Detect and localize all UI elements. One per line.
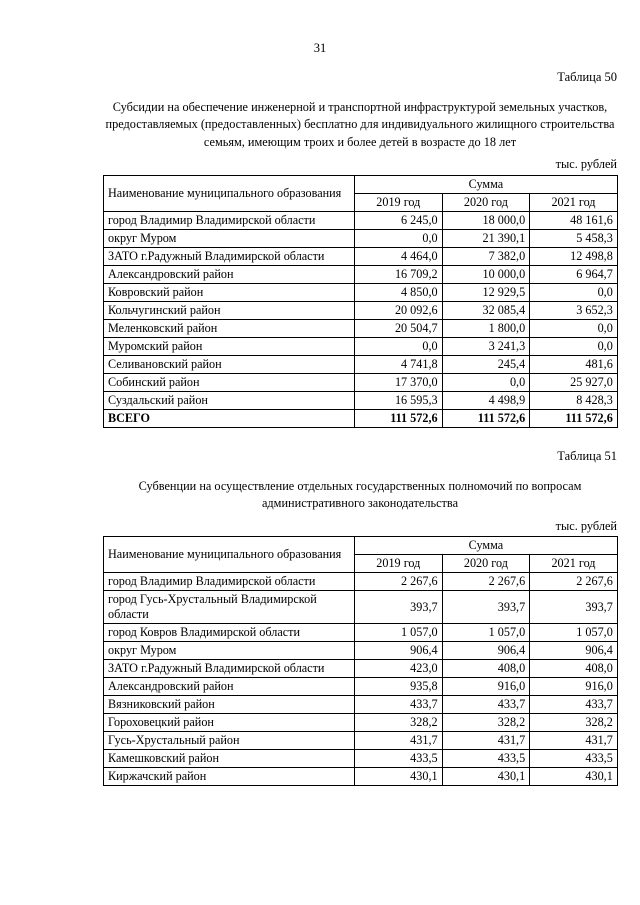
cell-value-2020: 21 390,1 bbox=[442, 229, 530, 247]
cell-value-2021: 3 652,3 bbox=[530, 301, 618, 319]
cell-value-2019: 423,0 bbox=[355, 659, 443, 677]
cell-value-2021: 393,7 bbox=[530, 591, 618, 623]
cell-municipality: Камешковский район bbox=[104, 749, 355, 767]
cell-value-2019: 430,1 bbox=[355, 767, 443, 785]
cell-value-2019: 433,7 bbox=[355, 695, 443, 713]
table-label-50: Таблица 50 bbox=[557, 70, 617, 84]
cell-value-2019: 0,0 bbox=[355, 337, 443, 355]
cell-value-2020: 906,4 bbox=[442, 641, 530, 659]
table-row bbox=[104, 337, 618, 355]
cell-value-2021: 2 267,6 bbox=[530, 573, 618, 591]
page-number: 31 bbox=[313, 41, 327, 55]
table-label-51: Таблица 51 bbox=[557, 448, 617, 463]
cell-value-2021: 906,4 bbox=[530, 641, 618, 659]
table-row bbox=[104, 355, 618, 373]
cell-municipality: ЗАТО г.Радужный Владимирской области bbox=[104, 247, 355, 265]
cell-value-2020: 0,0 bbox=[442, 373, 530, 391]
page-content bbox=[103, 70, 617, 786]
cell-value-2019: 4 850,0 bbox=[355, 283, 443, 301]
cell-municipality: округ Муром bbox=[104, 229, 355, 247]
cell-value-2021: 6 964,7 bbox=[530, 265, 618, 283]
cell-value-2021: 0,0 bbox=[530, 319, 618, 337]
table-row bbox=[104, 695, 618, 713]
cell-municipality: Муромский район bbox=[104, 337, 355, 355]
cell-value-2020: 408,0 bbox=[442, 659, 530, 677]
table-row bbox=[104, 301, 618, 319]
header-year-2020: 2020 год bbox=[442, 555, 530, 573]
table-row bbox=[104, 659, 618, 677]
table-row bbox=[104, 749, 618, 767]
cell-value-2021: 328,2 bbox=[530, 713, 618, 731]
cell-value-2019: 328,2 bbox=[355, 713, 443, 731]
cell-value-2021: 12 498,8 bbox=[530, 247, 618, 265]
header-sum-group: Сумма bbox=[355, 175, 618, 193]
cell-total-2019: 111 572,6 bbox=[355, 409, 443, 427]
cell-municipality: Кольчугинский район bbox=[104, 301, 355, 319]
cell-value-2021: 5 458,3 bbox=[530, 229, 618, 247]
cell-value-2021: 1 057,0 bbox=[530, 623, 618, 641]
cell-total-label: ВСЕГО bbox=[104, 409, 355, 427]
cell-value-2019: 1 057,0 bbox=[355, 623, 443, 641]
cell-value-2020: 430,1 bbox=[442, 767, 530, 785]
cell-value-2019: 433,5 bbox=[355, 749, 443, 767]
table-row bbox=[104, 623, 618, 641]
cell-municipality: Собинский район bbox=[104, 373, 355, 391]
cell-value-2020: 18 000,0 bbox=[442, 211, 530, 229]
table-row bbox=[104, 713, 618, 731]
header-year-2020: 2020 год bbox=[442, 193, 530, 211]
cell-value-2019: 431,7 bbox=[355, 731, 443, 749]
cell-municipality: Суздальский район bbox=[104, 391, 355, 409]
cell-municipality: город Гусь-Хрустальный Владимирской области bbox=[104, 591, 355, 623]
cell-value-2021: 408,0 bbox=[530, 659, 618, 677]
cell-value-2020: 328,2 bbox=[442, 713, 530, 731]
table-row bbox=[104, 229, 618, 247]
cell-municipality: Киржачский район bbox=[104, 767, 355, 785]
table-row bbox=[104, 373, 618, 391]
header-year-2021: 2021 год bbox=[530, 555, 618, 573]
cell-municipality: Вязниковский район bbox=[104, 695, 355, 713]
cell-value-2021: 25 927,0 bbox=[530, 373, 618, 391]
cell-municipality: Меленковский район bbox=[104, 319, 355, 337]
table-subventions-administrative bbox=[103, 536, 618, 785]
cell-municipality: ЗАТО г.Радужный Владимирской области bbox=[104, 659, 355, 677]
cell-value-2019: 4 741,8 bbox=[355, 355, 443, 373]
header-year-2021: 2021 год bbox=[530, 193, 618, 211]
table-row bbox=[104, 641, 618, 659]
cell-value-2021: 431,7 bbox=[530, 731, 618, 749]
cell-value-2021: 0,0 bbox=[530, 283, 618, 301]
header-year-2019: 2019 год bbox=[355, 193, 443, 211]
cell-value-2020: 433,7 bbox=[442, 695, 530, 713]
cell-value-2020: 393,7 bbox=[442, 591, 530, 623]
cell-value-2021: 433,7 bbox=[530, 695, 618, 713]
cell-total-2020: 111 572,6 bbox=[442, 409, 530, 427]
cell-value-2020: 2 267,6 bbox=[442, 573, 530, 591]
table-subsidies-infrastructure bbox=[103, 175, 618, 428]
header-year-2019: 2019 год bbox=[355, 555, 443, 573]
table-row bbox=[104, 283, 618, 301]
cell-value-2020: 916,0 bbox=[442, 677, 530, 695]
cell-value-2020: 1 057,0 bbox=[442, 623, 530, 641]
cell-value-2019: 0,0 bbox=[355, 229, 443, 247]
cell-value-2019: 2 267,6 bbox=[355, 573, 443, 591]
table-body bbox=[104, 211, 618, 427]
cell-value-2019: 16 595,3 bbox=[355, 391, 443, 409]
cell-value-2020: 4 498,9 bbox=[442, 391, 530, 409]
cell-value-2021: 48 161,6 bbox=[530, 211, 618, 229]
table-row bbox=[104, 319, 618, 337]
table-units-51: тыс. рублей bbox=[555, 518, 617, 533]
cell-value-2019: 20 092,6 bbox=[355, 301, 443, 319]
cell-municipality: Ковровский район bbox=[104, 283, 355, 301]
table-header-row-group bbox=[104, 175, 618, 193]
table-row bbox=[104, 391, 618, 409]
table-row bbox=[104, 591, 618, 623]
cell-municipality: Александровский район bbox=[104, 677, 355, 695]
cell-value-2019: 393,7 bbox=[355, 591, 443, 623]
cell-value-2021: 433,5 bbox=[530, 749, 618, 767]
cell-value-2019: 935,8 bbox=[355, 677, 443, 695]
header-sum-group: Сумма bbox=[355, 537, 618, 555]
cell-value-2020: 10 000,0 bbox=[442, 265, 530, 283]
cell-value-2021: 916,0 bbox=[530, 677, 618, 695]
cell-value-2019: 20 504,7 bbox=[355, 319, 443, 337]
table-title-50: Субсидии на обеспечение инженерной и транспортной инфраструктурой земельных участков, предоставляемых (предоставленных) бесплатно для индивидуального жилищного строительства семьям, имеющим троих и более детей в возрасте до 18 лет bbox=[105, 100, 615, 149]
header-municipality: Наименование муниципального образования bbox=[104, 175, 355, 211]
cell-value-2020: 32 085,4 bbox=[442, 301, 530, 319]
table-row bbox=[104, 265, 618, 283]
cell-municipality: Селивановский район bbox=[104, 355, 355, 373]
cell-value-2020: 3 241,3 bbox=[442, 337, 530, 355]
cell-value-2020: 245,4 bbox=[442, 355, 530, 373]
cell-municipality: Александровский район bbox=[104, 265, 355, 283]
cell-total-2021: 111 572,6 bbox=[530, 409, 618, 427]
cell-value-2020: 433,5 bbox=[442, 749, 530, 767]
cell-value-2020: 12 929,5 bbox=[442, 283, 530, 301]
section-spacer bbox=[103, 428, 617, 449]
cell-municipality: округ Муром bbox=[104, 641, 355, 659]
header-municipality: Наименование муниципального образования bbox=[104, 537, 355, 573]
cell-value-2019: 17 370,0 bbox=[355, 373, 443, 391]
table-head bbox=[104, 537, 618, 573]
cell-value-2021: 8 428,3 bbox=[530, 391, 618, 409]
cell-value-2020: 431,7 bbox=[442, 731, 530, 749]
cell-municipality: Гусь-Хрустальный район bbox=[104, 731, 355, 749]
cell-value-2019: 4 464,0 bbox=[355, 247, 443, 265]
table-units-50: тыс. рублей bbox=[555, 157, 617, 172]
cell-value-2021: 430,1 bbox=[530, 767, 618, 785]
table-head bbox=[104, 175, 618, 211]
table-row bbox=[104, 247, 618, 265]
cell-municipality: город Владимир Владимирской области bbox=[104, 573, 355, 591]
table-row bbox=[104, 677, 618, 695]
cell-value-2020: 7 382,0 bbox=[442, 247, 530, 265]
cell-value-2021: 481,6 bbox=[530, 355, 618, 373]
table-total-row bbox=[104, 409, 618, 427]
cell-municipality: город Ковров Владимирской области bbox=[104, 623, 355, 641]
cell-municipality: город Владимир Владимирской области bbox=[104, 211, 355, 229]
table-row bbox=[104, 211, 618, 229]
cell-value-2019: 6 245,0 bbox=[355, 211, 443, 229]
table-row bbox=[104, 573, 618, 591]
cell-value-2021: 0,0 bbox=[530, 337, 618, 355]
cell-value-2019: 16 709,2 bbox=[355, 265, 443, 283]
table-body bbox=[104, 573, 618, 785]
cell-municipality: Гороховецкий район bbox=[104, 713, 355, 731]
table-row bbox=[104, 767, 618, 785]
table-header-row-group bbox=[104, 537, 618, 555]
cell-value-2020: 1 800,0 bbox=[442, 319, 530, 337]
cell-value-2019: 906,4 bbox=[355, 641, 443, 659]
table-title-51: Субвенции на осуществление отдельных государственных полномочий по вопросам административного законодательства bbox=[138, 478, 582, 511]
table-row bbox=[104, 731, 618, 749]
